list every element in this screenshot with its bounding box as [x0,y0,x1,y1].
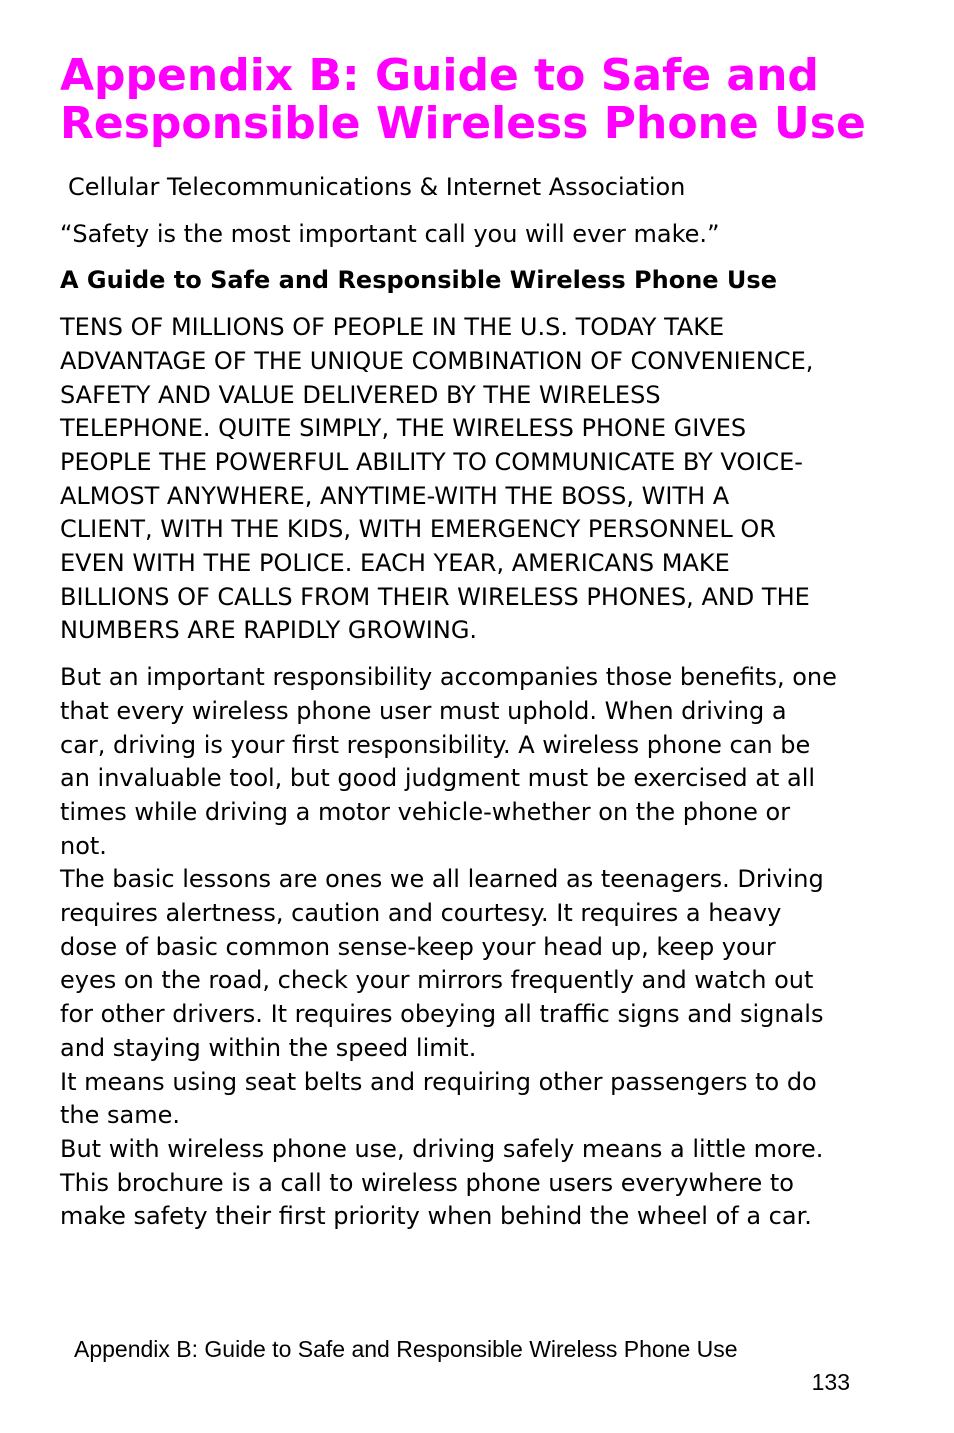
quote: “Safety is the most important call you will ever make.” [60,219,720,248]
body-paragraph: The basic lessons are ones we all learned as teenagers. Driving requires alertness, caution and courtesy. It requires a heavy dose of basic common sense-keep your head up, keep your eyes on the road, check your mirrors frequently and watch out for other drivers. It requires obeying all traffic signs and signals and staying within the speed limit. [60,865,824,1062]
page-title: Appendix B: Guide to Safe and Responsible Wireless Phone Use [60,50,866,149]
footer-running-title: Appendix B: Guide to Safe and Responsible Wireless Phone Use [74,1336,738,1362]
body-paragraph: It means using seat belts and requiring other passengers to do the same. [60,1067,817,1130]
organization-name: Cellular Telecommunications & Internet Association [68,173,686,201]
body-paragraph: But with wireless phone use, driving safely means a little more. This brochure is a call to wireless phone users everywhere to make safety their first priority when behind the wheel of a car. [60,1134,824,1231]
intro-caps-paragraph: TENS OF MILLIONS OF PEOPLE IN THE U.S. TODAY TAKE ADVANTAGE OF THE UNIQUE COMBINATION OF CONVENIENCE, SAFETY AND VALUE DELIVERED BY THE WIRELESS TELEPHONE. QUITE SIMPLY, THE WIRELESS PHONE GIVES PEOPLE THE POWERFUL ABILITY TO COMMUNICATE BY VOICE- ALMOST ANYWHERE, ANYTIME-WITH THE BOSS, WITH A CLIENT, WITH THE KIDS, WITH EMERGENCY PERSONNEL OR EVEN WITH THE POLICE. EACH YEAR, AMERICANS MAKE BILLIONS OF CALLS FROM THEIR WIRELESS PHONES, AND THE NUMBERS ARE RAPIDLY GROWING. [60,313,814,645]
page-content [60,52,890,1234]
section-subheading: A Guide to Safe and Responsible Wireless Phone Use [60,266,777,295]
body-paragraph: But an important responsibility accompanies those benefits, one that every wireless phone user must uphold. When driving a car, driving is your first responsibility. A wireless phone can be an invaluable tool, but good judgment must be exercised at all times while driving a motor vehicle-whether on the phone or not. [60,663,837,860]
page-number: 133 [811,1369,850,1395]
page-footer [74,1333,850,1399]
